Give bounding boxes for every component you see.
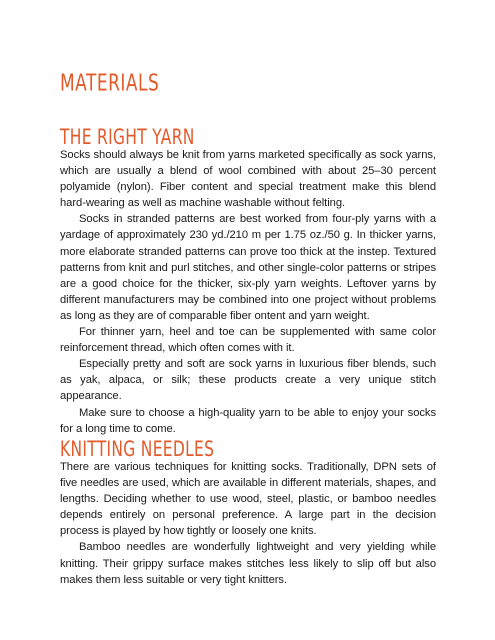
section-heading-needles: KNITTING NEEDLES [60, 437, 215, 462]
section-knitting-needles [60, 437, 436, 588]
paragraph: Especially pretty and soft are sock yarns in luxurious fiber blends, such as yak, alpaca, or silk; these products create a very unique stitch appearance. [60, 358, 436, 403]
paragraph: Bamboo needles are wonderfully lightweight and very yielding while knitting. Their grippy surface makes stitches less likely to slip off but also makes them less suitable or very tight knitters. [60, 541, 436, 586]
paragraph: Socks should always be knit from yarns marketed specifically as sock yarns, which are usually a blend of wool combined with about 25–30 percent polyamide (nylon). Fiber content and special treatment make this blend hard-wearing as well as machine washable without felting. [60, 149, 436, 210]
paragraph: For thinner yarn, heel and toe can be supplemented with same color reinforcement thread, which often comes with it. [60, 326, 436, 355]
section-heading-yarn: THE RIGHT YARN [60, 125, 195, 150]
paragraph: There are various techniques for knitting socks. Traditionally, DPN sets of five needles are used, which are available in different materials, shapes, and lengths. Deciding whether to use wood, steel, plastic, or bamboo needles depends entirely on personal preference. A large part in the decision process is played by how tightly or loosely one knits. [60, 461, 436, 538]
section-the-right-yarn [60, 125, 436, 437]
page-title: MATERIALS [60, 70, 160, 97]
paragraph: Make sure to choose a high-quality yarn to be able to enjoy your socks for a long time to come. [60, 406, 436, 435]
paragraph: Socks in stranded patterns are best worked from four-ply yarns with a yardage of approximately 230 yd./210 m per 1.75 oz./50 g. In thicker yarns, more elaborate stranded patterns can prove too thick at the instep. Textured patterns from knit and purl stitches, and other single-color patterns or stripes are a good choice for the thicker, six-ply yarn weights. Leftover yarns by different manufacturers may be combined into one project without problems as long as they are of comparable fiber ontent and yarn weight. [60, 213, 436, 322]
